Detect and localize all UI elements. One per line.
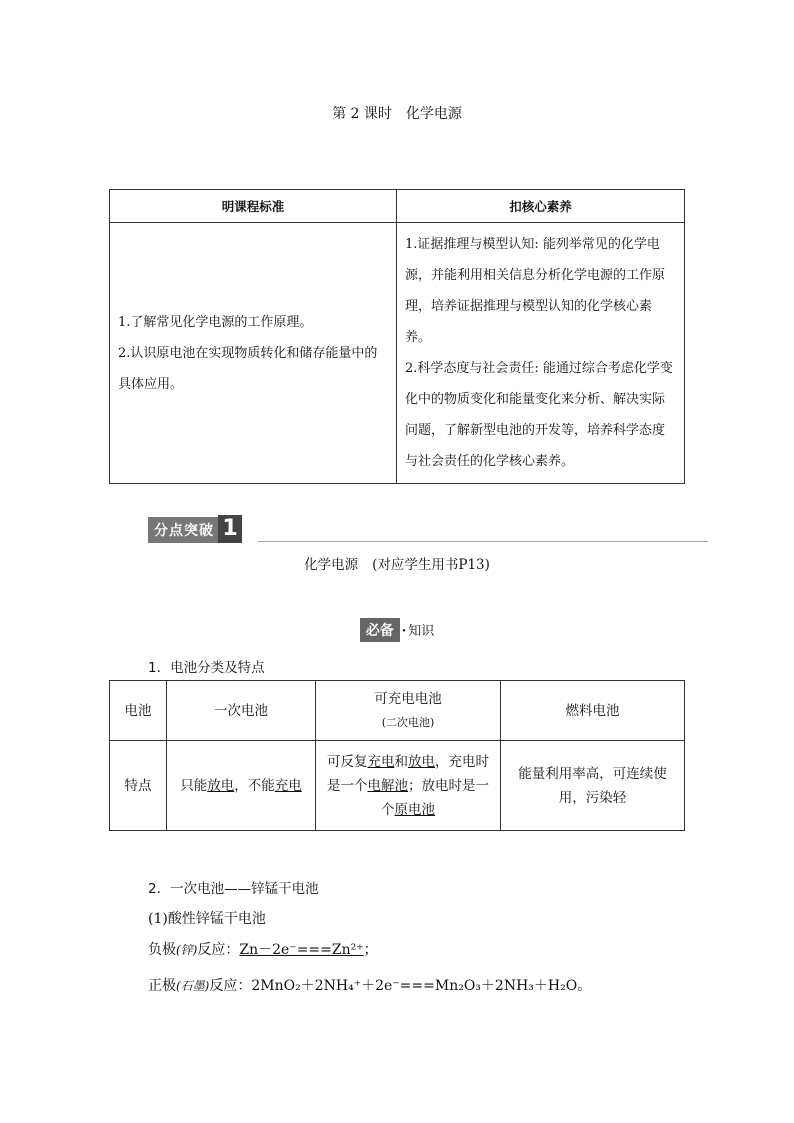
standard-item-1: 1.了解常见化学电源的工作原理。	[118, 314, 313, 330]
section-badge-number: 1	[218, 515, 242, 543]
section-subheading	[0, 553, 794, 573]
header-core-literacy: 扣核心素养	[397, 190, 685, 223]
knowledge-heading	[0, 618, 794, 642]
answer-discharge: 放电	[408, 753, 435, 770]
battery-table	[109, 680, 685, 831]
section-badge-label: 分点突破	[148, 517, 218, 543]
section-badge	[148, 515, 242, 541]
cell-primary-battery: 一次电池	[167, 681, 316, 741]
lesson-topic: 化学电源	[405, 106, 462, 122]
text-fragment: 可反复	[327, 753, 368, 770]
cell-primary-features	[167, 741, 316, 831]
subhead-reference: (对应学生用书P13)	[372, 557, 490, 573]
negative-equation: Zn－2e⁻===Zn²⁺	[239, 942, 364, 958]
lesson-number: 第 2 课时	[332, 106, 392, 122]
literacy-item-1: 1.证据推理与模型认知: 能列举常见的化学电源，并能利用相关信息分析化学电源的工作原理，培养证据推理与模型认知的化学核心素养。	[405, 237, 666, 345]
subhead-title: 化学电源	[304, 557, 359, 573]
standard-item-2: 2.认识原电池在实现物质转化和储存能量中的具体应用。	[118, 345, 378, 392]
electrode-label: 负极	[148, 942, 176, 958]
answer-charge: 充电	[274, 777, 302, 794]
text-fragment: ，充电时是一个	[327, 753, 489, 794]
reaction-label: 反应：	[197, 942, 240, 958]
punctuation: ；	[363, 942, 378, 958]
answer-electrolytic-cell: 电解池	[367, 777, 408, 794]
literacy-item-2: 2.科学态度与社会责任: 能通过综合考虑化学变化中的物质变化和能量变化来分析、解决实际问题，了解新型电池的开发等，培养科学态度与社会责任的化学核心素养。	[405, 361, 673, 469]
text-fragment: ；放电时是一个	[381, 777, 489, 818]
text-fragment: 只能	[180, 777, 208, 794]
separator-dot: ·	[401, 624, 407, 639]
page-title	[0, 103, 794, 123]
curriculum-standard-cell	[110, 223, 397, 484]
positive-equation: 2MnO₂＋2NH₄⁺＋2e⁻===Mn₂O₃＋2NH₃＋H₂O	[251, 978, 578, 994]
punctuation: 。	[577, 978, 592, 994]
electrode-material: (锌)	[176, 943, 198, 957]
header-curriculum-standard: 明课程标准	[110, 190, 397, 223]
text-fragment: 和	[394, 753, 408, 770]
electrode-material: (石墨)	[176, 979, 210, 993]
answer-discharge: 放电	[207, 777, 235, 794]
cell-fuel-cell: 燃料电池	[501, 681, 685, 741]
rechargeable-label: 可充电电池	[374, 690, 442, 707]
text-fragment: ，不能	[234, 777, 275, 794]
core-literacy-cell	[397, 223, 685, 484]
cell-features-label: 特点	[110, 741, 167, 831]
heading-battery-classification: 1．电池分类及特点	[148, 660, 265, 676]
subheading-acidic-zinc-manganese: (1)酸性锌锰干电池	[148, 911, 266, 927]
required-badge: 必备	[360, 618, 400, 642]
answer-charge: 充电	[367, 753, 395, 770]
cell-fuel-features: 能量利用率高，可连续使用，污染轻	[501, 741, 685, 831]
knowledge-label: 知识	[408, 624, 435, 639]
negative-electrode-reaction	[148, 939, 378, 959]
electrode-label: 正极	[148, 978, 176, 994]
cell-rechargeable-features	[316, 741, 501, 831]
answer-galvanic-cell: 原电池	[394, 801, 435, 818]
curriculum-table	[109, 189, 685, 484]
section-divider	[258, 541, 708, 542]
heading-primary-battery: 2．一次电池——锌锰干电池	[148, 881, 319, 897]
reaction-label: 反应：	[209, 978, 252, 994]
positive-electrode-reaction	[148, 975, 591, 995]
cell-battery-label: 电池	[110, 681, 167, 741]
cell-rechargeable-battery	[316, 681, 501, 741]
secondary-battery-label: (二次电池)	[381, 715, 435, 729]
